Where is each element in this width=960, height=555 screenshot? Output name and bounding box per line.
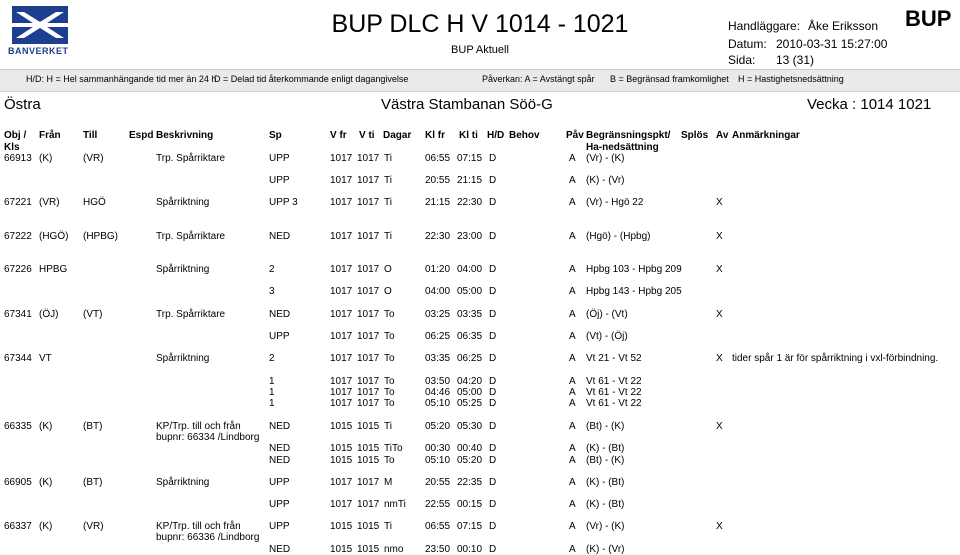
cell-dagar: nmo <box>384 544 404 555</box>
cell-till: (VT) <box>83 309 103 320</box>
cell-vfr: 1017 <box>330 153 353 164</box>
cell-pav: A <box>569 197 576 208</box>
cell-klti: 00:10 <box>457 544 483 555</box>
cell-klti: 03:35 <box>457 309 483 320</box>
cell-vti: 1015 <box>357 521 380 532</box>
cell-vfr: 1015 <box>330 455 353 466</box>
cell-beskr: Trp. Spårriktare <box>156 153 226 164</box>
cell-dagar: Ti <box>384 521 392 532</box>
cell-klfr: 23:50 <box>425 544 451 555</box>
section-region: Östra <box>4 96 41 113</box>
cell-klfr: 05:10 <box>425 398 451 409</box>
cell-pav: A <box>569 353 576 364</box>
section-week: Vecka : 1014 1021 <box>807 96 932 113</box>
cell-beskr: Spårriktning <box>156 264 210 275</box>
cell-vti: 1017 <box>357 309 380 320</box>
cell-sp: UPP <box>269 153 290 164</box>
cell-vfr: 1017 <box>330 286 353 297</box>
cell-sp: UPP 3 <box>269 197 298 208</box>
cell-till: (HPBG) <box>83 231 118 242</box>
cell-hd: D <box>489 387 497 398</box>
cell-dagar: To <box>384 331 395 342</box>
cell-dagar: To <box>384 398 395 409</box>
cell-klfr: 20:55 <box>425 175 451 186</box>
cell-obj: 67222 <box>4 231 32 242</box>
cell-beskr: Spårriktning <box>156 353 210 364</box>
cell-begr: (Hgö) - (Hpbg) <box>586 231 651 242</box>
col-obj: Obj / <box>4 130 27 141</box>
handlaggare-label: Handläggare: <box>728 19 801 33</box>
cell-fran: (VR) <box>39 197 60 208</box>
cell-vti: 1017 <box>357 331 380 342</box>
cell-dagar: O <box>384 264 392 275</box>
cell-klfr: 06:25 <box>425 331 451 342</box>
cell-vti: 1017 <box>357 477 380 488</box>
cell-vti: 1017 <box>357 499 380 510</box>
cell-hd: D <box>489 443 497 454</box>
cell-begr: (Öj) - (Vt) <box>586 309 628 320</box>
cell-vfr: 1017 <box>330 376 353 387</box>
legend-b: B = Begränsad framkomlighet <box>610 74 729 84</box>
cell-begr: (K) - (Bt) <box>586 499 625 510</box>
cell-sp: UPP <box>269 521 290 532</box>
col-sp: Sp <box>269 130 282 141</box>
cell-klfr: 21:15 <box>425 197 451 208</box>
cell-begr: (Vr) - (K) <box>586 521 625 532</box>
cell-pav: A <box>569 477 576 488</box>
cell-vfr: 1015 <box>330 443 353 454</box>
cell-hd: D <box>489 231 497 242</box>
cell-klfr: 20:55 <box>425 477 451 488</box>
cell-vti: 1015 <box>357 455 380 466</box>
col-beskrivning: Beskrivning <box>156 130 214 141</box>
cell-obj: 67344 <box>4 353 32 364</box>
cell-begr: (Vr) - (K) <box>586 153 625 164</box>
cell-vti: 1017 <box>357 376 380 387</box>
cell-klti: 05:30 <box>457 421 483 432</box>
cell-obj: 66913 <box>4 153 32 164</box>
cell-obj: 66335 <box>4 421 32 432</box>
col-fran: Från <box>39 130 61 141</box>
legend-d: D = Delad tid återkommande enligt dagangivelse <box>214 74 409 84</box>
cell-hd: D <box>489 376 497 387</box>
cell-klfr: 06:55 <box>425 153 451 164</box>
cell-begr: (K) - (Vr) <box>586 544 625 555</box>
cell-obj: 67221 <box>4 197 32 208</box>
cell-vfr: 1017 <box>330 398 353 409</box>
cell-hd: D <box>489 153 497 164</box>
col-klti: Kl ti <box>459 130 478 141</box>
cell-fran: (K) <box>39 521 53 532</box>
cell-vti: 1017 <box>357 387 380 398</box>
cell-vfr: 1017 <box>330 331 353 342</box>
cell-beskr: Spårriktning <box>156 477 210 488</box>
col-hd: H/D <box>487 130 505 141</box>
cell-begr: Vt 61 - Vt 22 <box>586 398 642 409</box>
cell-pav: A <box>569 175 576 186</box>
cell-pav: A <box>569 286 576 297</box>
cell-sp: UPP <box>269 477 290 488</box>
col-av: Av <box>716 130 729 141</box>
cell-hd: D <box>489 499 497 510</box>
cell-sp: 1 <box>269 376 275 387</box>
cell-pav: A <box>569 398 576 409</box>
cell-dagar: Ti <box>384 421 392 432</box>
cell-vti: 1017 <box>357 353 380 364</box>
col-vti: V ti <box>359 130 375 141</box>
cell-beskr-line2: bupnr: 66336 /Lindborg <box>156 532 260 543</box>
cell-splos: X <box>716 521 723 532</box>
cell-sp: UPP <box>269 499 290 510</box>
document-title: BUP DLC H V 1014 - 1021 <box>331 10 629 38</box>
cell-dagar: To <box>384 455 395 466</box>
cell-vfr: 1017 <box>330 499 353 510</box>
cell-sp: 1 <box>269 398 275 409</box>
cell-vti: 1017 <box>357 286 380 297</box>
cell-klti: 07:15 <box>457 521 483 532</box>
handlaggare-value: Åke Eriksson <box>808 19 879 33</box>
brand-mark: BUP <box>905 6 952 31</box>
legend-h: H = Hastighetsnedsättning <box>738 74 844 84</box>
cell-till: (BT) <box>83 477 103 488</box>
cell-hd: D <box>489 353 497 364</box>
cell-splos: X <box>716 264 723 275</box>
cell-pav: A <box>569 544 576 555</box>
cell-pav: A <box>569 499 576 510</box>
cell-beskr: Trp. Spårriktare <box>156 231 226 242</box>
cell-vfr: 1017 <box>330 231 353 242</box>
cell-till: (VR) <box>83 521 104 532</box>
cell-pav: A <box>569 331 576 342</box>
cell-fran: (K) <box>39 421 53 432</box>
cell-pav: A <box>569 521 576 532</box>
cell-vfr: 1015 <box>330 421 353 432</box>
col-splos: Splös <box>681 130 709 141</box>
cell-klti: 05:00 <box>457 387 483 398</box>
cell-dagar: To <box>384 309 395 320</box>
cell-klfr: 22:55 <box>425 499 451 510</box>
cell-klti: 05:20 <box>457 455 483 466</box>
cell-begr: Hpbg 143 - Hpbg 205 <box>586 286 682 297</box>
cell-klti: 21:15 <box>457 175 483 186</box>
cell-dagar: To <box>384 376 395 387</box>
cell-sp: UPP <box>269 331 290 342</box>
cell-vti: 1017 <box>357 264 380 275</box>
datum-value: 2010-03-31 15:27:00 <box>776 37 888 51</box>
cell-vfr: 1017 <box>330 477 353 488</box>
cell-beskr: Spårriktning <box>156 197 210 208</box>
cell-vfr: 1015 <box>330 544 353 555</box>
col-anm: Anmärkningar <box>732 130 800 141</box>
cell-beskr: KP/Trp. till och från <box>156 421 241 432</box>
cell-begr: (Bt) - (K) <box>586 455 625 466</box>
cell-klti: 05:25 <box>457 398 483 409</box>
cell-obj: 66905 <box>4 477 32 488</box>
cell-vti: 1017 <box>357 197 380 208</box>
cell-begr: Vt 61 - Vt 22 <box>586 376 642 387</box>
sida-value: 13 (31) <box>776 53 815 67</box>
cell-vfr: 1017 <box>330 353 353 364</box>
cell-fran: (ÖJ) <box>39 309 59 320</box>
col-begr: Begränsningspkt/ <box>586 130 671 141</box>
cell-fran: HPBG <box>39 264 68 275</box>
cell-klfr: 05:20 <box>425 421 451 432</box>
cell-klti: 22:35 <box>457 477 483 488</box>
cell-sp: NED <box>269 421 291 432</box>
cell-klfr: 22:30 <box>425 231 451 242</box>
cell-splos: X <box>716 421 723 432</box>
col-kls: Kls <box>4 142 20 153</box>
cell-hd: D <box>489 197 497 208</box>
cell-hd: D <box>489 544 497 555</box>
cell-sp: NED <box>269 443 291 454</box>
cell-begr: (K) - (Bt) <box>586 477 625 488</box>
cell-klfr: 06:55 <box>425 521 451 532</box>
col-behov: Behov <box>509 130 540 141</box>
cell-dagar: To <box>384 387 395 398</box>
cell-hd: D <box>489 286 497 297</box>
cell-fran: VT <box>39 353 52 364</box>
cell-dagar: nmTi <box>384 499 406 510</box>
cell-sp: 3 <box>269 286 275 297</box>
cell-pav: A <box>569 455 576 466</box>
cell-vti: 1017 <box>357 153 380 164</box>
col-vfr: V fr <box>330 130 347 141</box>
cell-vti: 1017 <box>357 398 380 409</box>
legend-paverkan: Påverkan: A = Avstängt spår <box>482 74 595 84</box>
cell-begr: (Bt) - (K) <box>586 421 625 432</box>
cell-vti: 1017 <box>357 175 380 186</box>
sida-label: Sida: <box>728 53 756 67</box>
cell-vfr: 1017 <box>330 387 353 398</box>
cell-splos: X <box>716 353 723 364</box>
cell-pav: A <box>569 376 576 387</box>
cell-vti: 1015 <box>357 544 380 555</box>
cell-klfr: 03:50 <box>425 376 451 387</box>
cell-begr: (Vt) - (Öj) <box>586 331 628 342</box>
cell-klti: 07:15 <box>457 153 483 164</box>
cell-dagar: TiTo <box>384 443 403 454</box>
col-dagar: Dagar <box>383 130 412 141</box>
cell-obj: 66337 <box>4 521 32 532</box>
cell-obj: 67341 <box>4 309 32 320</box>
cell-beskr: Trp. Spårriktare <box>156 309 226 320</box>
cell-hd: D <box>489 398 497 409</box>
cell-klfr: 01:20 <box>425 264 451 275</box>
cell-begr: (K) - (Vr) <box>586 175 625 186</box>
cell-dagar: To <box>384 353 395 364</box>
cell-hd: D <box>489 521 497 532</box>
cell-klfr: 03:25 <box>425 309 451 320</box>
cell-klti: 04:20 <box>457 376 483 387</box>
cell-vti: 1017 <box>357 231 380 242</box>
cell-sp: 2 <box>269 353 275 364</box>
cell-sp: NED <box>269 544 291 555</box>
cell-klti: 04:00 <box>457 264 483 275</box>
cell-till: HGÖ <box>83 197 106 208</box>
document-subtitle: BUP Aktuell <box>451 44 509 56</box>
cell-hd: D <box>489 175 497 186</box>
section-line: Västra Stambanan Söö-G <box>381 96 553 113</box>
cell-obj: 67226 <box>4 264 32 275</box>
cell-anm: tider spår 1 är för spårriktning i vxl-förbindning. <box>732 353 939 364</box>
cell-hd: D <box>489 264 497 275</box>
col-till: Till <box>83 130 98 141</box>
cell-pav: A <box>569 421 576 432</box>
cell-till: (VR) <box>83 153 104 164</box>
col-klfr: Kl fr <box>425 130 445 141</box>
cell-hd: D <box>489 309 497 320</box>
cell-klti: 22:30 <box>457 197 483 208</box>
cell-fran: (HGÖ) <box>39 231 69 242</box>
cell-hd: D <box>489 477 497 488</box>
cell-vfr: 1017 <box>330 309 353 320</box>
cell-klti: 06:25 <box>457 353 483 364</box>
cell-fran: (K) <box>39 477 53 488</box>
table-header <box>0 128 960 154</box>
cell-dagar: Ti <box>384 175 392 186</box>
cell-klti: 00:15 <box>457 499 483 510</box>
cell-vfr: 1017 <box>330 264 353 275</box>
cell-hd: D <box>489 421 497 432</box>
cell-begr: (K) - (Bt) <box>586 443 625 454</box>
cell-klfr: 05:10 <box>425 455 451 466</box>
cell-begr: Hpbg 103 - Hpbg 209 <box>586 264 682 275</box>
cell-sp: 1 <box>269 387 275 398</box>
cell-beskr: KP/Trp. till och från <box>156 521 241 532</box>
cell-dagar: M <box>384 477 393 488</box>
cell-vfr: 1015 <box>330 521 353 532</box>
legend-hd: H/D: H = Hel sammanhängande tid mer än 24 h <box>26 74 217 84</box>
cell-klti: 00:40 <box>457 443 483 454</box>
cell-hd: D <box>489 455 497 466</box>
cell-klfr: 03:35 <box>425 353 451 364</box>
cell-klti: 06:35 <box>457 331 483 342</box>
cell-sp: UPP <box>269 175 290 186</box>
cell-pav: A <box>569 231 576 242</box>
cell-vti: 1015 <box>357 421 380 432</box>
cell-begr: (Vr) - Hgö 22 <box>586 197 644 208</box>
cell-fran: (K) <box>39 153 53 164</box>
col-pav: Påv <box>566 130 584 141</box>
cell-sp: NED <box>269 309 291 320</box>
cell-vfr: 1017 <box>330 197 353 208</box>
cell-dagar: Ti <box>384 231 392 242</box>
col-begr-2: Ha-nedsättning <box>586 142 659 153</box>
cell-pav: A <box>569 153 576 164</box>
cell-sp: NED <box>269 455 291 466</box>
cell-splos: X <box>716 309 723 320</box>
col-espd: Espd <box>129 130 154 141</box>
cell-beskr-line2: bupnr: 66334 /Lindborg <box>156 432 260 443</box>
cell-vti: 1015 <box>357 443 380 454</box>
cell-klfr: 04:00 <box>425 286 451 297</box>
cell-klti: 05:00 <box>457 286 483 297</box>
cell-pav: A <box>569 387 576 398</box>
cell-splos: X <box>716 197 723 208</box>
cell-klfr: 00:30 <box>425 443 451 454</box>
cell-begr: Vt 21 - Vt 52 <box>586 353 642 364</box>
cell-dagar: O <box>384 286 392 297</box>
cell-pav: A <box>569 264 576 275</box>
cell-pav: A <box>569 309 576 320</box>
cell-klti: 23:00 <box>457 231 483 242</box>
cell-dagar: Ti <box>384 153 392 164</box>
cell-pav: A <box>569 443 576 454</box>
cell-vfr: 1017 <box>330 175 353 186</box>
cell-sp: NED <box>269 231 291 242</box>
datum-label: Datum: <box>728 37 767 51</box>
cell-till: (BT) <box>83 421 103 432</box>
cell-sp: 2 <box>269 264 275 275</box>
cell-hd: D <box>489 331 497 342</box>
cell-klfr: 04:46 <box>425 387 451 398</box>
cell-splos: X <box>716 231 723 242</box>
cell-dagar: Ti <box>384 197 392 208</box>
legend-bar <box>0 69 960 92</box>
cell-begr: Vt 61 - Vt 22 <box>586 387 642 398</box>
logo-text: BANVERKET <box>8 46 69 56</box>
